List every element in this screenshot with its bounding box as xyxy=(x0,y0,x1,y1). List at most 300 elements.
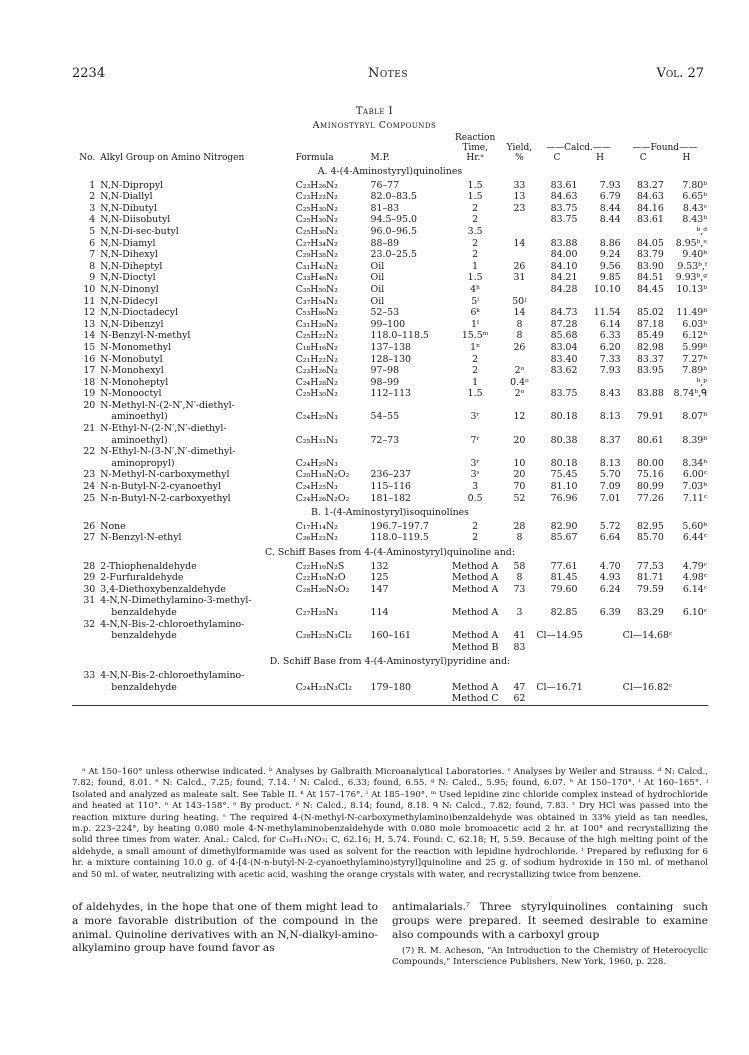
section-title: C. Schiff Bases from 4-(4-Aminostyryl)quinoline and: xyxy=(265,547,515,558)
compound-number: 5 xyxy=(89,225,96,237)
calcd-h: 7.09 xyxy=(599,481,621,493)
section-heading-row xyxy=(72,544,708,561)
table-row xyxy=(72,493,708,505)
compound-number: 23 xyxy=(83,469,96,481)
alkyl-group: N-Monooctyl xyxy=(100,388,162,400)
calcd-c xyxy=(535,619,578,631)
found-c xyxy=(622,400,665,412)
alkyl-group: 3,4-Diethoxybenzaldehyde xyxy=(100,583,226,595)
table-header xyxy=(72,133,708,163)
found-h: 7.89ᵇ xyxy=(682,365,707,377)
reaction-time: 2 xyxy=(472,237,479,249)
col-yield-line2: % xyxy=(515,153,524,163)
found-c: 87.18 xyxy=(636,318,664,330)
alkyl-group: N,N-Didecyl xyxy=(100,295,158,307)
found-h: 11.49ᵇ xyxy=(676,307,707,319)
compound-number: 12 xyxy=(83,307,96,319)
found-h xyxy=(665,693,708,705)
formula: C₁₈H₁₆N₂ xyxy=(295,341,338,353)
table-row xyxy=(72,319,708,331)
calcd-c: 83.88 xyxy=(550,237,578,249)
compound-number: 8 xyxy=(89,260,96,272)
alkyl-group: N,N-Dibutyl xyxy=(100,202,157,214)
yield: 14 xyxy=(513,237,526,249)
col-found: ——Found—— xyxy=(632,143,698,153)
table-row xyxy=(72,521,708,533)
compound-number: 27 xyxy=(83,532,96,544)
found-c: 80.99 xyxy=(636,481,664,493)
body-column-right xyxy=(392,901,708,968)
calcd-c xyxy=(535,693,578,705)
yield: 26 xyxy=(513,260,526,272)
yield xyxy=(504,619,536,631)
alkyl-group: N-Monomethyl xyxy=(100,341,172,353)
found-h: 6.03ᵇ xyxy=(682,318,707,330)
found-h: 6.65ᵇ xyxy=(682,191,707,203)
compound-number: 18 xyxy=(83,376,96,388)
yield: 3 xyxy=(516,606,523,618)
calcd-c: 75.45 xyxy=(550,469,578,481)
reaction-time xyxy=(447,619,504,631)
table-row-continued xyxy=(72,682,708,694)
reaction-time: 2 xyxy=(472,214,479,226)
found-h: 6.00ᶜ xyxy=(682,469,707,481)
reaction-time: Method A xyxy=(451,681,499,693)
formula: C₂₃H₂₆N₂ xyxy=(295,365,338,377)
reaction-time: 5ⁱ xyxy=(471,295,480,307)
calcd-h xyxy=(578,693,621,705)
compound-number: 6 xyxy=(89,237,96,249)
melting-point xyxy=(370,642,447,654)
formula: C₂₃H₂₆N₂ xyxy=(295,179,338,191)
calcd-c: 84.10 xyxy=(550,260,578,272)
col-time-line1: Reaction xyxy=(455,133,496,143)
alkyl-group: N-Methyl-N-(2-N′,N′-diethyl- xyxy=(100,399,235,411)
calcd-c: 84.73 xyxy=(550,307,578,319)
calcd-c: 80.18 xyxy=(550,457,578,469)
yield xyxy=(504,214,536,226)
table-row xyxy=(72,377,708,389)
calcd-h xyxy=(578,423,621,435)
alkyl-group: N-n-Butyl-N-2-cyanoethyl xyxy=(100,481,221,493)
calcd-c: Cl—14.95 xyxy=(536,630,583,642)
reaction-time: 2 xyxy=(472,202,479,214)
section-heading-row xyxy=(72,653,708,670)
alkyl-group: N-n-Butyl-N-2-carboxyethyl xyxy=(100,492,231,504)
found-h: 7.03ᵇ xyxy=(682,481,707,493)
formula: C₂₅H₃₀N₂ xyxy=(295,388,338,400)
formula: C₂₇H₃₄N₂ xyxy=(295,237,338,249)
melting-point xyxy=(370,446,447,458)
compound-number: 13 xyxy=(83,318,96,330)
compound-number: 16 xyxy=(83,353,96,365)
found-h: ᵇ,ᵖ xyxy=(696,376,707,388)
compound-number: 21 xyxy=(83,423,96,435)
formula: C₂₀H₁₈N₂O₂ xyxy=(295,469,350,481)
table-row-extra-method xyxy=(72,642,708,654)
found-h: 6.10ᶜ xyxy=(682,606,707,618)
calcd-h xyxy=(578,296,621,308)
melting-point: 196.7–197.7 xyxy=(370,520,429,532)
compound-number: 29 xyxy=(83,572,96,584)
found-h xyxy=(665,619,708,631)
table-caption: Table I xyxy=(355,106,394,117)
yield: 33 xyxy=(513,179,526,191)
formula: C₂₄H₂₈N₂ xyxy=(295,376,338,388)
compound-number xyxy=(72,693,99,705)
formula: C₂₄H₂₃N₃Cl₂ xyxy=(295,681,352,693)
reaction-time: 1 xyxy=(472,376,479,388)
found-c: 77.53 xyxy=(636,560,664,572)
table-row xyxy=(72,595,708,607)
calcd-h: 6.14 xyxy=(599,318,621,330)
found-c: 83.90 xyxy=(636,260,664,272)
table-row xyxy=(72,619,708,631)
calcd-h: 6.24 xyxy=(599,583,621,595)
found-h: 7.11ᶜ xyxy=(682,492,707,504)
melting-point: 97–98 xyxy=(370,365,400,377)
yield: 70 xyxy=(513,481,526,493)
reaction-time: 15.5ᵐ xyxy=(461,330,489,342)
calcd-c: 83.62 xyxy=(550,365,578,377)
table-row xyxy=(72,388,708,400)
found-c xyxy=(622,446,665,458)
yield: 50ʲ xyxy=(512,295,527,307)
col-mp: M.P. xyxy=(370,153,390,163)
compound-number xyxy=(72,630,99,642)
melting-point xyxy=(370,693,447,705)
formula: C₂₅H₂₂N₂ xyxy=(295,330,338,342)
melting-point xyxy=(370,619,447,631)
calcd-h xyxy=(578,400,621,412)
found-h: 8.39ᵇ xyxy=(682,434,707,446)
found-h xyxy=(665,446,708,458)
found-c: 83.88 xyxy=(636,388,664,400)
table-row xyxy=(72,330,708,342)
reaction-time: 2 xyxy=(472,249,479,261)
formula xyxy=(295,693,370,705)
calcd-c: 83.75 xyxy=(550,214,578,226)
melting-point: 76–77 xyxy=(370,179,400,191)
calcd-h: 6.20 xyxy=(599,341,621,353)
calcd-c xyxy=(535,377,578,389)
alkyl-group: N-Methyl-N-carboxymethyl xyxy=(100,469,230,481)
compound-number xyxy=(72,642,99,654)
melting-point: Oil xyxy=(370,260,385,272)
found-h: 6.14ᶜ xyxy=(682,583,707,595)
reaction-time xyxy=(447,670,504,682)
formula: C₂₁H₂₂N₂ xyxy=(295,353,338,365)
alkyl-group: N,N-Dioctadecyl xyxy=(100,307,179,319)
table-row xyxy=(72,226,708,238)
found-h: 8.34ᵇ xyxy=(682,457,707,469)
reaction-time: 3ˢ xyxy=(470,469,480,481)
formula: C₃₃H₄₆N₂ xyxy=(295,272,338,284)
calcd-h xyxy=(578,619,621,631)
yield: 31 xyxy=(513,272,526,284)
reaction-time: 1ˡ xyxy=(471,318,480,330)
yield xyxy=(504,249,536,261)
table-row-continued xyxy=(72,630,708,642)
found-c: 77.26 xyxy=(636,492,664,504)
found-h xyxy=(665,595,708,607)
yield: 83 xyxy=(513,641,526,653)
table-row xyxy=(72,561,708,573)
found-c xyxy=(622,619,665,631)
alkyl-group: 2-Thiophenaldehyde xyxy=(100,560,197,572)
reaction-time: Method A xyxy=(451,572,499,584)
alkyl-group: N,N-Dinonyl xyxy=(100,283,159,295)
alkyl-group: N-Monobutyl xyxy=(100,353,163,365)
formula: C₂₇H₂₅N₃ xyxy=(295,606,338,618)
volume-number: Vol. 27 xyxy=(656,66,704,81)
melting-point: 98–99 xyxy=(370,376,400,388)
reaction-time: 3 xyxy=(472,481,479,493)
yield: 41 xyxy=(513,630,526,642)
compound-number: 31 xyxy=(83,595,96,607)
calcd-c: 82.90 xyxy=(550,520,578,532)
alkyl-group: N-Monohexyl xyxy=(100,365,164,377)
compound-number: 9 xyxy=(89,272,96,284)
calcd-c: 84.21 xyxy=(550,272,578,284)
section-heading-row xyxy=(72,163,708,180)
alkyl-group xyxy=(99,693,294,705)
melting-point: 72–73 xyxy=(370,434,400,446)
reaction-time: 1.5 xyxy=(467,179,483,191)
calcd-h: 9.56 xyxy=(599,260,621,272)
found-c: 84.63 xyxy=(636,191,664,203)
yield: 52 xyxy=(513,492,526,504)
found-c xyxy=(622,226,665,238)
found-c: Cl—16.82ᶜ xyxy=(622,681,673,693)
found-c: 84.16 xyxy=(636,202,664,214)
alkyl-group: N,N-Diisobutyl xyxy=(100,214,171,226)
calcd-h xyxy=(578,226,621,238)
found-c: 75.16 xyxy=(636,469,664,481)
yield xyxy=(504,226,536,238)
body-column-left xyxy=(72,901,378,956)
table-row xyxy=(72,203,708,215)
calcd-h: 6.39 xyxy=(599,606,621,618)
calcd-c: 81.45 xyxy=(550,572,578,584)
formula xyxy=(295,595,370,607)
melting-point: Oil xyxy=(370,272,385,284)
compound-number xyxy=(72,411,99,423)
table-bottom-rule xyxy=(72,705,708,707)
yield: 62 xyxy=(513,693,526,705)
melting-point: 181–182 xyxy=(370,492,412,504)
table-row xyxy=(72,572,708,584)
yield: 20 xyxy=(513,469,526,481)
compound-number xyxy=(72,458,99,470)
running-header xyxy=(72,66,704,86)
melting-point: Oil xyxy=(370,283,385,295)
calcd-c: 84.63 xyxy=(550,191,578,203)
reaction-time: 1.5 xyxy=(467,388,483,400)
alkyl-group: N-Benzyl-N-methyl xyxy=(100,330,191,342)
found-h: 8.07ᵇ xyxy=(682,411,707,423)
reaction-time: Method A xyxy=(451,606,499,618)
reaction-time: 2 xyxy=(472,520,479,532)
calcd-c: 81.10 xyxy=(550,481,578,493)
table-row xyxy=(72,307,708,319)
yield: 8 xyxy=(516,572,523,584)
alkyl-group: N,N-Dihexyl xyxy=(100,249,158,261)
body-text-left: of aldehydes, in the hope that one of them might lead to a more favorable distribution of the compound in the animal. Quinoline derivatives with an N,N-dialkyl-amino-alkylamino group have found favor as xyxy=(72,901,378,955)
reaction-time: 6ᵏ xyxy=(470,307,480,319)
yield: 47 xyxy=(513,681,526,693)
found-c: 83.27 xyxy=(636,179,664,191)
formula: C₂₄H₂₆N₂O₂ xyxy=(295,492,350,504)
yield: 0.4ᵒ xyxy=(510,376,529,388)
reaction-time: 3ʳ xyxy=(470,457,480,469)
calcd-h: 7.33 xyxy=(599,353,621,365)
calcd-h: 7.93 xyxy=(599,365,621,377)
formula: C₂₅H₃₀N₂ xyxy=(295,214,338,226)
found-h xyxy=(665,400,708,412)
alkyl-group: N-Benzyl-N-ethyl xyxy=(100,532,182,544)
yield: 28 xyxy=(513,520,526,532)
found-c xyxy=(622,642,665,654)
yield: 2ᵒ xyxy=(514,365,525,377)
page-number: 2234 xyxy=(72,66,106,81)
formula: C₅₃H₈₆N₂ xyxy=(295,307,338,319)
found-c: 81.71 xyxy=(636,572,664,584)
reaction-time: 1.5 xyxy=(467,272,483,284)
melting-point: 128–130 xyxy=(370,353,412,365)
formula: C₂₃H₂₂N₂ xyxy=(295,191,338,203)
alkyl-group: benzaldehyde xyxy=(111,681,177,693)
table-row xyxy=(72,481,708,493)
found-c xyxy=(622,670,665,682)
melting-point: 118.0–118.5 xyxy=(370,330,429,342)
melting-point: 160–161 xyxy=(370,630,412,642)
table-row xyxy=(72,354,708,366)
calcd-h: 8.44 xyxy=(599,202,621,214)
found-h: 4.98ᶜ xyxy=(682,572,707,584)
formula: C₂₆H₂₂N₂ xyxy=(295,532,338,544)
found-c xyxy=(622,423,665,435)
calcd-h: 11.54 xyxy=(593,307,621,319)
calcd-c xyxy=(535,670,578,682)
col-calcd-h: H xyxy=(596,153,604,163)
table-row xyxy=(72,296,708,308)
table-row xyxy=(72,180,708,192)
reaction-time: Method A xyxy=(451,560,499,572)
rule xyxy=(72,705,708,707)
found-h: 8.95ᵇ,ᵉ xyxy=(675,237,707,249)
section-title: D. Schiff Base from 4-(4-Aminostyryl)pyridine and: xyxy=(269,656,511,668)
yield: 10 xyxy=(513,457,526,469)
found-h xyxy=(665,642,708,654)
table-row xyxy=(72,238,708,250)
compound-number: 25 xyxy=(83,492,96,504)
calcd-c xyxy=(535,226,578,238)
reaction-time: 1ⁿ xyxy=(470,341,481,353)
melting-point xyxy=(370,423,447,435)
calcd-h xyxy=(578,446,621,458)
formula: C₂₂H₁₆N₂O xyxy=(295,572,346,584)
found-c xyxy=(622,595,665,607)
yield: 13 xyxy=(513,191,526,203)
calcd-h xyxy=(578,670,621,682)
reaction-time: 2 xyxy=(472,353,479,365)
compound-number: 4 xyxy=(89,214,96,226)
formula: C₂₈H₂₆N₂O₂ xyxy=(295,583,350,595)
alkyl-group: aminopropyl) xyxy=(111,457,175,469)
col-formula: Formula xyxy=(295,153,334,163)
calcd-h xyxy=(578,595,621,607)
calcd-h xyxy=(578,642,621,654)
alkyl-group: benzaldehyde xyxy=(111,630,177,642)
reaction-time xyxy=(447,423,504,435)
calcd-h: 7.93 xyxy=(599,179,621,191)
found-c: 84.05 xyxy=(636,237,664,249)
formula: C₂₄H₂₉N₃ xyxy=(295,411,338,423)
alkyl-group: N,N-Diamyl xyxy=(100,237,156,249)
alkyl-group xyxy=(99,642,294,654)
formula xyxy=(295,400,370,412)
calcd-h: 8.13 xyxy=(599,411,621,423)
table-row xyxy=(72,423,708,435)
calcd-c: 83.40 xyxy=(550,353,578,365)
melting-point: 115–116 xyxy=(370,481,412,493)
formula: C₁₇H₁₄N₂ xyxy=(295,520,338,532)
alkyl-group: N,N-Di-sec-butyl xyxy=(100,225,179,237)
formula xyxy=(295,446,370,458)
formula xyxy=(295,619,370,631)
reaction-time xyxy=(447,400,504,412)
calcd-h: 7.01 xyxy=(599,492,621,504)
calcd-h: 10.10 xyxy=(593,283,621,295)
compound-number: 14 xyxy=(83,330,96,342)
found-c: 84.45 xyxy=(636,283,664,295)
reaction-time: 1.5 xyxy=(467,191,483,203)
alkyl-group: 2-Furfuraldehyde xyxy=(100,572,184,584)
col-calcd: ——Calcd.—— xyxy=(546,143,611,153)
reference-7: (7) R. M. Acheson, "An Introduction to the Chemistry of Heterocyclic Compounds," Interscience Publishers, New York, 1960, p. 228. xyxy=(392,946,708,968)
yield: 8 xyxy=(516,318,523,330)
yield xyxy=(504,670,536,682)
calcd-c xyxy=(535,595,578,607)
table-row-extra-method xyxy=(72,693,708,705)
compound-number: 11 xyxy=(83,295,96,307)
formula: C₂₉H₃₈N₂ xyxy=(295,249,338,261)
melting-point: 125 xyxy=(370,572,389,584)
found-h: 4.79ᶜ xyxy=(682,560,707,572)
formula: C₂₅H₃₀N₂ xyxy=(295,202,338,214)
table-row-continued xyxy=(72,607,708,619)
compound-number: 7 xyxy=(89,249,96,261)
calcd-c: 85.67 xyxy=(550,532,578,544)
col-alkyl: Alkyl Group on Amino Nitrogen xyxy=(100,153,245,163)
formula: C₂₄H₂₉N₃ xyxy=(295,457,338,469)
section-title: B. 1-(4-Aminostyryl)isoquinolines xyxy=(311,507,469,519)
found-c: 82.98 xyxy=(636,341,664,353)
yield: 8 xyxy=(516,330,523,342)
melting-point: 82.0–83.5 xyxy=(370,191,417,203)
found-h: 9.93ᵇ,ᵍ xyxy=(675,272,707,284)
found-c xyxy=(622,377,665,389)
calcd-h: 5.70 xyxy=(599,469,621,481)
found-h: 5.60ᵇ xyxy=(682,520,707,532)
found-h: 8.43ᶜ xyxy=(682,202,707,214)
calcd-c: 83.75 xyxy=(550,202,578,214)
found-c: 85.49 xyxy=(636,330,664,342)
yield: 20 xyxy=(513,434,526,446)
section-title: Notes xyxy=(368,66,408,81)
calcd-h xyxy=(578,682,621,694)
